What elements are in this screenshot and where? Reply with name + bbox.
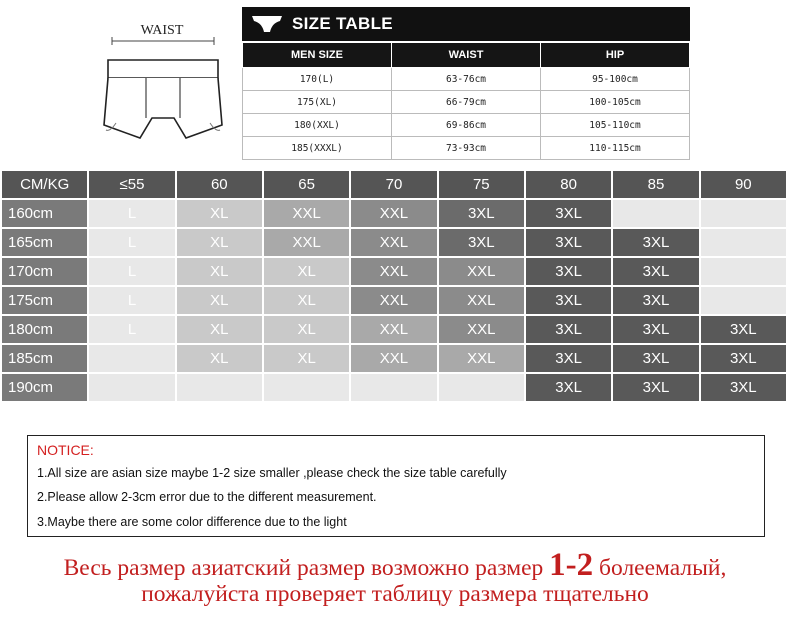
size-cell: [264, 374, 349, 401]
size-cell: 3XL: [613, 316, 698, 343]
weight-header: 90: [701, 171, 786, 198]
size-cell: L: [89, 200, 174, 227]
notice-line: 3.Maybe there are some color difference due to the light: [37, 515, 347, 529]
height-label: 185cm: [2, 345, 87, 372]
size-chart-grid: [0, 169, 788, 403]
size-cell: 3XL: [701, 374, 786, 401]
size-cell: XL: [177, 345, 262, 372]
size-cell: XL: [177, 229, 262, 256]
size-cell: [351, 374, 436, 401]
russian-notice-line-1: [0, 547, 790, 584]
grid-row: [2, 287, 786, 314]
size-cell: XXL: [351, 287, 436, 314]
table-cell: 185(XXXL): [243, 137, 392, 160]
notice-box: [27, 435, 765, 537]
grid-row: [2, 345, 786, 372]
size-cell: [439, 374, 524, 401]
notice-line: 1.All size are asian size maybe 1-2 size smaller ,please check the size table carefully: [37, 466, 507, 480]
size-cell: 3XL: [613, 258, 698, 285]
russian-text: болеемалый,: [593, 555, 727, 581]
weight-header: 80: [526, 171, 611, 198]
table-cell: 95-100cm: [541, 68, 690, 91]
table-row: [243, 114, 690, 137]
size-cell: 3XL: [526, 200, 611, 227]
table-cell: 66-79cm: [392, 91, 541, 114]
size-cell: L: [89, 229, 174, 256]
grid-head-row: [2, 171, 786, 198]
size-cell: 3XL: [701, 345, 786, 372]
size-cell: 3XL: [613, 345, 698, 372]
size-cell: XXL: [439, 287, 524, 314]
size-cell: XL: [264, 345, 349, 372]
table-row: [243, 137, 690, 160]
size-cell: XXL: [264, 200, 349, 227]
size-cell: [701, 229, 786, 256]
size-cell: 3XL: [613, 287, 698, 314]
height-label: 165cm: [2, 229, 87, 256]
table-cell: 100-105cm: [541, 91, 690, 114]
size-cell: [613, 200, 698, 227]
size-cell: 3XL: [613, 374, 698, 401]
size-cell: XXL: [264, 229, 349, 256]
size-cell: [701, 200, 786, 227]
size-cell: 3XL: [526, 316, 611, 343]
underwear-illustration: [96, 20, 228, 152]
waist-label: WAIST: [140, 23, 184, 38]
size-cell: XL: [177, 316, 262, 343]
col-header: WAIST: [392, 43, 541, 68]
weight-header: 65: [264, 171, 349, 198]
size-cell: 3XL: [526, 374, 611, 401]
grid-row: [2, 229, 786, 256]
size-cell: XL: [177, 258, 262, 285]
size-cell: 3XL: [439, 200, 524, 227]
size-table-header: [242, 7, 690, 41]
size-cell: 3XL: [439, 229, 524, 256]
size-cell: XXL: [351, 345, 436, 372]
weight-header: 70: [351, 171, 436, 198]
size-cell: XXL: [439, 316, 524, 343]
size-table: [242, 42, 690, 160]
grid-row: [2, 200, 786, 227]
size-cell: [701, 258, 786, 285]
weight-header: 75: [439, 171, 524, 198]
size-cell: L: [89, 287, 174, 314]
grid-row: [2, 374, 786, 401]
grid-row: [2, 316, 786, 343]
size-table-title: SIZE TABLE: [292, 14, 393, 33]
russian-text: Весь размер азиатский размер возможно размер: [63, 555, 550, 581]
size-cell: XXL: [439, 345, 524, 372]
height-label: 180cm: [2, 316, 87, 343]
size-cell: [177, 374, 262, 401]
size-table-head-row: [243, 43, 690, 68]
size-cell: XXL: [439, 258, 524, 285]
size-cell: 3XL: [613, 229, 698, 256]
height-label: 190cm: [2, 374, 87, 401]
size-cell: 3XL: [526, 258, 611, 285]
table-cell: 175(XL): [243, 91, 392, 114]
size-cell: 3XL: [526, 345, 611, 372]
weight-header: 60: [177, 171, 262, 198]
briefs-icon: [250, 14, 284, 34]
table-cell: 73-93cm: [392, 137, 541, 160]
size-cell: XL: [264, 316, 349, 343]
weight-header: ≤55: [89, 171, 174, 198]
table-cell: 180(XXL): [243, 114, 392, 137]
table-cell: 170(L): [243, 68, 392, 91]
table-cell: 63-76cm: [392, 68, 541, 91]
col-header: MEN SIZE: [243, 43, 392, 68]
height-label: 175cm: [2, 287, 87, 314]
notice-line: 2.Please allow 2-3cm error due to the different measurement.: [37, 490, 377, 504]
size-cell: [89, 345, 174, 372]
height-label: 170cm: [2, 258, 87, 285]
size-cell: 3XL: [526, 287, 611, 314]
russian-size-range: 1-2: [549, 547, 594, 583]
size-cell: XXL: [351, 200, 436, 227]
grid-row: [2, 258, 786, 285]
size-cell: XL: [264, 258, 349, 285]
russian-notice-line-2: пожалуйста проверяет таблицу размера тщательно: [141, 581, 649, 607]
height-label: 160cm: [2, 200, 87, 227]
size-cell: XXL: [351, 258, 436, 285]
size-cell: 3XL: [701, 316, 786, 343]
table-row: [243, 91, 690, 114]
weight-header: 85: [613, 171, 698, 198]
size-cell: XL: [264, 287, 349, 314]
size-cell: 3XL: [526, 229, 611, 256]
size-cell: L: [89, 316, 174, 343]
size-cell: XXL: [351, 316, 436, 343]
size-cell: XL: [177, 200, 262, 227]
size-cell: XXL: [351, 229, 436, 256]
size-cell: [89, 374, 174, 401]
grid-corner: CM/KG: [2, 171, 87, 198]
size-cell: XL: [177, 287, 262, 314]
table-cell: 69-86cm: [392, 114, 541, 137]
col-header: HIP: [541, 43, 690, 68]
table-cell: 105-110cm: [541, 114, 690, 137]
table-cell: 110-115cm: [541, 137, 690, 160]
size-cell: L: [89, 258, 174, 285]
notice-title: NOTICE:: [37, 442, 94, 458]
table-row: [243, 68, 690, 91]
size-cell: [701, 287, 786, 314]
